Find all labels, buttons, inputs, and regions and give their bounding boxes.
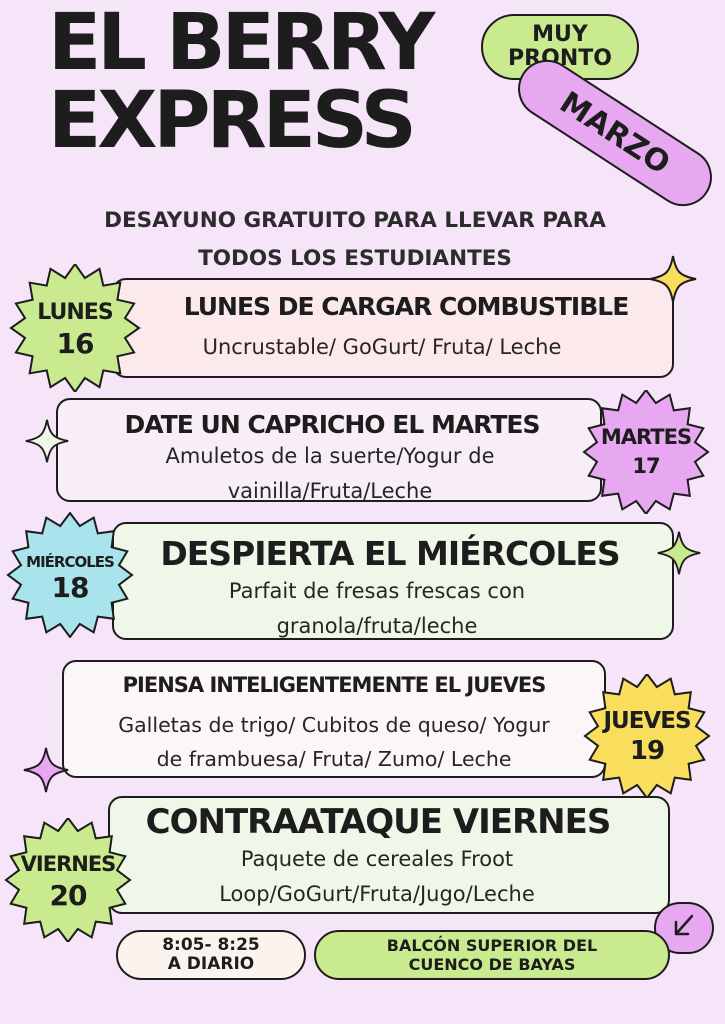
card-thursday-line-1: Galletas de trigo/ Cubitos de queso/ Yogur <box>118 713 550 737</box>
badge-friday <box>4 818 132 942</box>
title-line-1: EL BERRY <box>48 0 432 88</box>
subtitle-line-1: DESAYUNO GRATUITO PARA LLEVAR PARA <box>104 208 606 233</box>
time-pill <box>116 930 306 980</box>
card-friday-line-2: Loop/GoGurt/Fruta/Jugo/Leche <box>219 882 535 906</box>
card-friday-line-1: Paquete de cereales Froot <box>240 847 514 871</box>
card-monday-line-1: Uncrustable/ GoGurt/ Fruta/ Leche <box>202 335 562 359</box>
month-label: MARZO <box>553 84 677 182</box>
badge-wednesday <box>6 512 134 638</box>
sparkle-icon <box>24 418 70 464</box>
badge-tuesday <box>578 390 714 514</box>
subtitle-line-2: TODOS LOS ESTUDIANTES <box>198 246 512 271</box>
card-tuesday-body <box>60 439 600 509</box>
badge-tuesday-num: 17 <box>632 454 660 478</box>
sparkle-icon <box>656 530 702 576</box>
card-thursday-body <box>66 708 602 776</box>
sparkle-icon <box>648 254 698 304</box>
card-wednesday-line-1: Parfait de fresas frescas con <box>228 579 526 603</box>
location-pill <box>314 930 670 980</box>
card-monday-body <box>112 330 652 365</box>
badge-thursday-day: JUEVES <box>603 708 691 734</box>
time-line-1: 8:05- 8:25 <box>162 935 260 955</box>
card-wednesday-body <box>112 574 642 644</box>
badge-friday-day: VIERNES <box>20 852 116 876</box>
badge-monday <box>8 264 142 392</box>
title-line-2: EXPRESS <box>48 76 413 166</box>
soon-line-2: PRONTO <box>508 46 612 71</box>
badge-wednesday-num: 18 <box>51 571 89 604</box>
sparkle-icon <box>22 746 70 794</box>
location-line-1: BALCÓN SUPERIOR DEL <box>386 936 598 955</box>
card-friday-title: CONTRAATAQUE VIERNES <box>145 802 611 842</box>
card-tuesday-line-1: Amuletos de la suerte/Yogur de <box>165 444 495 468</box>
card-thursday-title: PIENSA INTELIGENTEMENTE EL JUEVES <box>122 673 546 697</box>
soon-line-1: MUY <box>532 22 588 47</box>
badge-friday-num: 20 <box>49 879 87 912</box>
badge-thursday-num: 19 <box>629 736 665 766</box>
card-wednesday-title: DESPIERTA EL MIÉRCOLES <box>160 534 620 573</box>
card-tuesday-line-2: vainilla/Fruta/Leche <box>227 479 433 503</box>
badge-monday-num: 16 <box>56 327 94 360</box>
badge-monday-day: LUNES <box>37 300 113 325</box>
time-line-2: A DIARIO <box>167 954 255 974</box>
card-friday-body <box>110 842 644 912</box>
location-line-2: CUENCO DE BAYAS <box>408 955 576 974</box>
card-thursday-line-2: de frambuesa/ Fruta/ Zumo/ Leche <box>156 747 512 771</box>
badge-thursday <box>582 674 712 798</box>
badge-wednesday-day: MIÉRCOLES <box>26 553 114 571</box>
card-wednesday-line-2: granola/fruta/leche <box>276 614 478 638</box>
badge-tuesday-day: MARTES <box>600 425 692 449</box>
card-monday-title: LUNES DE CARGAR COMBUSTIBLE <box>183 292 629 321</box>
poster-title <box>48 0 488 166</box>
card-tuesday-title: DATE UN CAPRICHO EL MARTES <box>124 410 540 439</box>
